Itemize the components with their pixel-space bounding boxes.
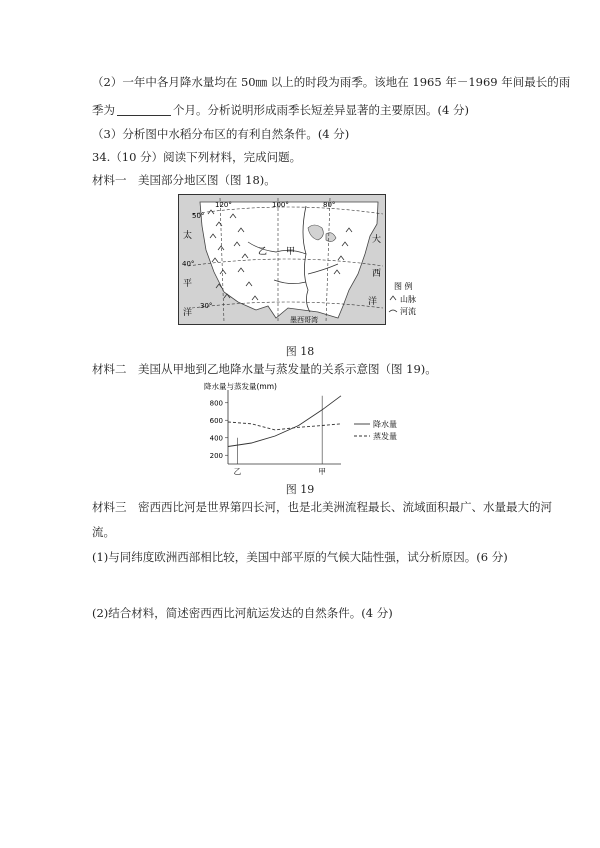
us-map-figure: [178, 194, 428, 329]
answer-blank: [117, 104, 171, 116]
lon-120: 120°: [215, 201, 232, 209]
river-icon: [389, 310, 397, 312]
figure-18-caption: 图 18: [285, 345, 315, 358]
lat-40: 40°: [182, 260, 195, 268]
sub-question-1: (1)与同纬度欧洲西部相比较，美国中部平原的气候大陆性强，试分析原因。(6 分): [92, 550, 508, 564]
pacific-2: 平: [183, 279, 193, 289]
q2-text-b: 个月。分析说明形成雨季长短差异显著的主要原因。(4 分): [173, 103, 469, 117]
y-tick-label-400: 400: [209, 434, 223, 443]
legend-title: 图 例: [394, 282, 413, 291]
legend-river: 河流: [400, 307, 416, 316]
question-part-2-line2: [92, 102, 469, 118]
pacific-1: 太: [183, 231, 193, 241]
material-1: 材料一 美国部分地区图（图 18)。: [92, 173, 276, 187]
lat-50: 50°: [192, 212, 205, 220]
mountain-icon: [390, 296, 396, 300]
y-tick-label-800: 800: [209, 399, 223, 408]
atlantic-1: 大: [372, 235, 382, 245]
lon-100: 100°: [272, 201, 289, 209]
place-yi: 乙: [258, 247, 268, 257]
legend-mountain: 山脉: [400, 295, 416, 304]
q2-text-a: 季为: [92, 103, 115, 117]
question-part-2-line1: （2）一年中各月降水量均在 50㎜ 以上的时段为雨季。该地在 1965 年－1969 年间最长的雨: [92, 75, 571, 89]
atlantic-2: 西: [372, 269, 382, 279]
place-jia: 甲: [286, 247, 296, 257]
x-tick-label-1: 甲: [318, 467, 326, 476]
material-3-line2: 流。: [92, 525, 115, 539]
precip-evap-chart: [196, 380, 426, 476]
chart-ylabel: 降水量与蒸发量(mm): [204, 382, 277, 391]
material-3-line1: 材料三 密西西比河是世界第四长河，也是北美洲流程最长、流域面积最广、水量最大的河: [92, 500, 552, 514]
question-part-3: （3）分析图中水稻分布区的有利自然条件。(4 分): [92, 127, 350, 141]
pacific-3: 洋: [183, 308, 193, 318]
y-tick-label-200: 200: [209, 451, 223, 460]
question-34: 34.（10 分）阅读下列材料，完成问题。: [92, 150, 302, 164]
legend-label-1: 蒸发量: [373, 432, 397, 441]
material-2: 材料二 美国从甲地到乙地降水量与蒸发量的关系示意图（图 19)。: [92, 362, 437, 376]
lon-80: 80°: [323, 201, 336, 209]
sub-question-2: (2)结合材料，简述密西西比河航运发达的自然条件。(4 分): [92, 606, 393, 620]
y-tick-label-600: 600: [209, 416, 223, 425]
x-tick-label-0: 乙: [233, 467, 242, 476]
gulf-of-mexico: 墨西哥湾: [290, 316, 318, 324]
figure-19-caption: 图 19: [285, 483, 315, 496]
legend-label-0: 降水量: [373, 420, 397, 429]
lat-30: 30°: [200, 302, 213, 310]
series-line-1: [228, 422, 341, 430]
atlantic-3: 洋: [368, 297, 378, 307]
series-line-0: [228, 396, 341, 447]
